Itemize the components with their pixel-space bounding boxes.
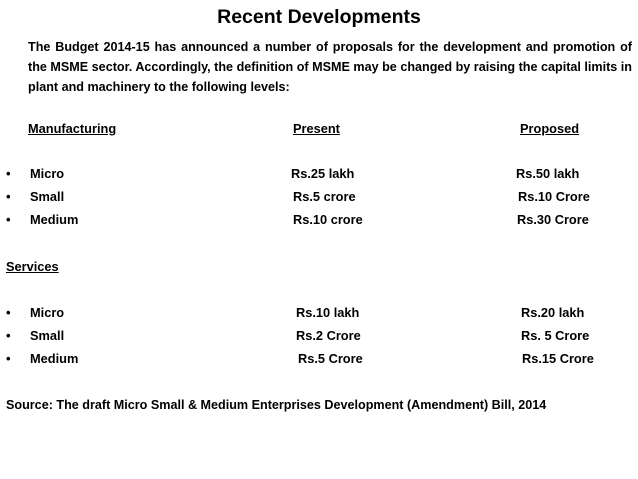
present-value: Rs.5 crore bbox=[293, 189, 356, 204]
slide-title: Recent Developments bbox=[217, 6, 421, 28]
header-proposed: Proposed bbox=[520, 121, 580, 136]
bullet-icon: • bbox=[6, 328, 11, 343]
intro-paragraph: The Budget 2014-15 has announced a number of proposals for the development and promotion of the MSME sector. Accordingly, the definition of MSME may be changed by raising the capital limits in plant and machinery to the following levels: bbox=[28, 40, 632, 94]
category-label: Medium bbox=[30, 351, 79, 366]
proposed-value: Rs.20 lakh bbox=[521, 305, 585, 320]
proposed-value: Rs.15 Crore bbox=[522, 351, 594, 366]
proposed-value: Rs. 5 Crore bbox=[521, 328, 590, 343]
bullet-icon: • bbox=[6, 305, 11, 320]
present-value: Rs.25 lakh bbox=[291, 166, 355, 181]
proposed-value: Rs.50 lakh bbox=[516, 166, 580, 181]
present-value: Rs.2 Crore bbox=[296, 328, 361, 343]
bullet-icon: • bbox=[6, 351, 11, 366]
present-value: Rs.10 crore bbox=[293, 212, 363, 227]
bullet-icon: • bbox=[6, 166, 11, 181]
category-label: Small bbox=[30, 328, 65, 343]
present-value: Rs.10 lakh bbox=[296, 305, 360, 320]
services-heading: Services bbox=[6, 259, 59, 274]
header-manufacturing: Manufacturing bbox=[28, 121, 117, 136]
category-label: Small bbox=[30, 189, 65, 204]
category-label: Micro bbox=[30, 305, 65, 320]
category-label: Medium bbox=[30, 212, 79, 227]
present-value: Rs.5 Crore bbox=[298, 351, 363, 366]
proposed-value: Rs.10 Crore bbox=[518, 189, 590, 204]
bullet-icon: • bbox=[6, 212, 11, 227]
proposed-value: Rs.30 Crore bbox=[517, 212, 589, 227]
source-note: Source: The draft Micro Small & Medium Enterprises Development (Amendment) Bill, 2014 bbox=[6, 398, 547, 412]
header-present: Present bbox=[293, 121, 340, 136]
category-label: Micro bbox=[30, 166, 65, 181]
bullet-icon: • bbox=[6, 189, 11, 204]
